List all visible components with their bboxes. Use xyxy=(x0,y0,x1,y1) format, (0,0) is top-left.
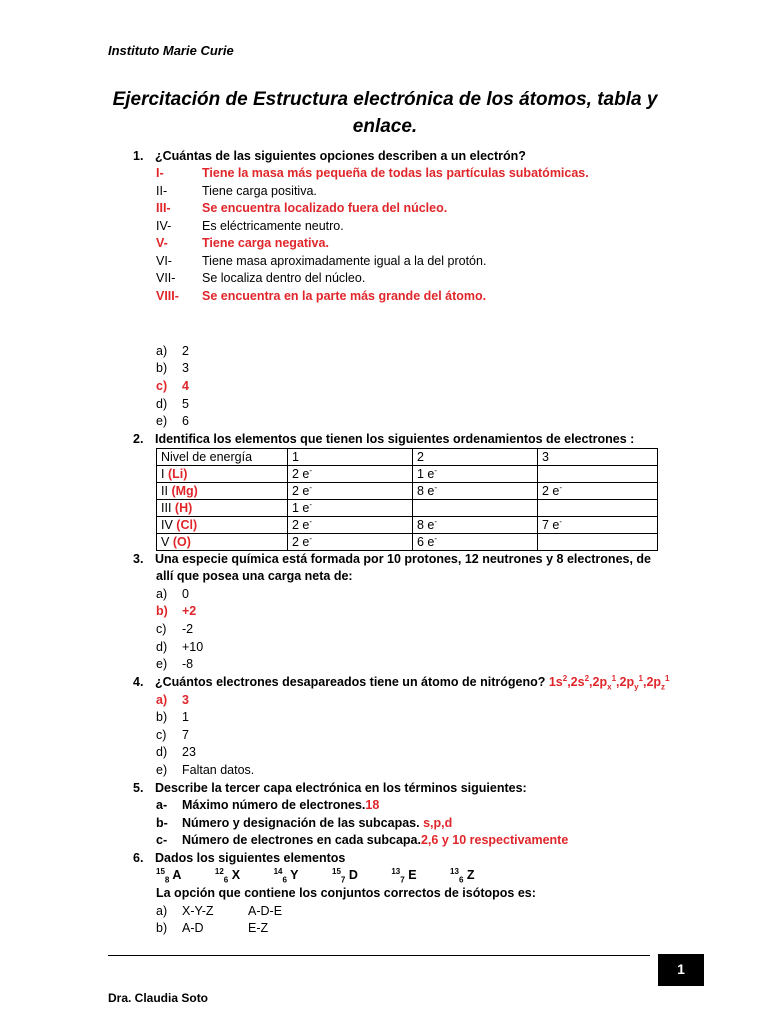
table-row xyxy=(157,466,658,483)
question-text: 5. Describe la tercer capa electrónica en los términos siguientes: xyxy=(133,781,527,795)
table-cell: V (O) xyxy=(157,534,288,551)
option-a: a) 0 xyxy=(156,587,189,601)
option-b: b) A-D E-Z xyxy=(156,921,269,935)
table-header-cell: 1 xyxy=(288,449,413,466)
table-cell: III (H) xyxy=(157,500,288,517)
option-a: a) 2 xyxy=(156,344,189,358)
question-prompt: La opción que contiene los conjuntos correctos de isótopos es: xyxy=(156,886,536,900)
statement-6: VI- Tiene masa aproximadamente igual a la del protón. xyxy=(156,254,487,268)
table-cell xyxy=(538,500,658,517)
isotope: $^{13}_7$ E xyxy=(391,866,417,885)
table-header-cell: Nivel de energía xyxy=(157,449,288,466)
question-text: 3. Una especie química está formada por 10 protones, 12 neutrones y 8 electrones, de xyxy=(133,552,652,566)
option-d: d) 5 xyxy=(156,397,189,411)
table-header-cell: 3 xyxy=(538,449,658,466)
isotope: $^{12}_6$ X xyxy=(214,866,241,885)
table-cell: 2 e- xyxy=(288,534,413,551)
statement-4: IV- Es eléctricamente neutro. xyxy=(156,219,344,233)
table-cell: II (Mg) xyxy=(157,483,288,500)
table-row xyxy=(157,517,658,534)
table-header-row xyxy=(157,449,658,466)
option-a: a) 3 xyxy=(156,693,189,707)
table-cell xyxy=(538,534,658,551)
footer-author: Dra. Claudia Soto xyxy=(108,991,209,1005)
isotope-list xyxy=(156,867,505,885)
option-c: c) 4 xyxy=(156,379,189,393)
option-b: b) +2 xyxy=(156,604,197,618)
energy-level-table xyxy=(156,448,658,551)
option-e: e) Faltan datos. xyxy=(156,763,255,777)
electron-configuration: $1s^2,2s^2,2p_x^1,2p_y^1,2p_z^1$ xyxy=(548,673,670,692)
table-cell xyxy=(538,466,658,483)
isotope: $^{15}_8$ A xyxy=(156,866,182,885)
table-row xyxy=(157,500,658,517)
table-cell: 2 e- xyxy=(288,466,413,483)
item-a: a- Máximo número de electrones.18 xyxy=(156,798,380,812)
item-b: b- Número y designación de las subcapas. s,p,d xyxy=(156,816,453,830)
table-cell: IV (Cl) xyxy=(157,517,288,534)
table-header-cell: 2 xyxy=(413,449,538,466)
option-b: b) 3 xyxy=(156,361,189,375)
statement-2: II- Tiene carga positiva. xyxy=(156,184,317,198)
table-cell: 1 e- xyxy=(288,500,413,517)
table-cell: 8 e- xyxy=(413,517,538,534)
table-cell: 8 e- xyxy=(413,483,538,500)
option-c: c) 7 xyxy=(156,728,189,742)
table-row xyxy=(157,483,658,500)
table-cell: 2 e- xyxy=(538,483,658,500)
isotope: $^{15}_7$ D xyxy=(332,866,358,885)
question-text: 2. Identifica los elementos que tienen los siguientes ordenamientos de electrones : xyxy=(133,432,635,446)
option-d: d) 23 xyxy=(156,745,196,759)
statement-5: V- Tiene carga negativa. xyxy=(156,236,329,250)
statement-7: VII- Se localiza dentro del núcleo. xyxy=(156,271,366,285)
table-cell: 7 e- xyxy=(538,517,658,534)
table-cell: 1 e- xyxy=(413,466,538,483)
institution-header: Instituto Marie Curie xyxy=(108,43,234,58)
table-cell: 6 e- xyxy=(413,534,538,551)
option-e: e) 6 xyxy=(156,414,189,428)
page-number: 1 xyxy=(658,954,704,986)
option-b: b) 1 xyxy=(156,710,189,724)
question-text: 6. Dados los siguientes elementos xyxy=(133,851,346,865)
statement-3: III- Se encuentra localizado fuera del núcleo. xyxy=(156,201,448,215)
item-c: c- Número de electrones en cada subcapa.2,6 y 10 respectivamente xyxy=(156,833,569,847)
option-d: d) +10 xyxy=(156,640,204,654)
table-row xyxy=(157,534,658,551)
question-text-cont: allí que posea una carga neta de: xyxy=(156,569,353,583)
question-text: 4. ¿Cuántos electrones desapareados tiene un átomo de nitrógeno? $1s^2,2s^2,2p_x^1,2p_y^1,2p_z^1$ xyxy=(133,673,670,692)
isotope: $^{13}_6$ Z xyxy=(450,866,475,885)
table-cell: I (Li) xyxy=(157,466,288,483)
isotope: $^{14}_6$ Y xyxy=(273,866,299,885)
table-cell: 2 e- xyxy=(288,483,413,500)
question-text: 1. ¿Cuántas de las siguientes opciones describen a un electrón? xyxy=(133,149,526,163)
table-cell xyxy=(413,500,538,517)
table-cell: 2 e- xyxy=(288,517,413,534)
statement-1: I- Tiene la masa más pequeña de todas las partículas subatómicas. xyxy=(156,166,589,180)
statement-8: VIII- Se encuentra en la parte más grande del átomo. xyxy=(156,289,487,303)
option-e: e) -8 xyxy=(156,657,194,671)
page-title: Ejercitación de Estructura electrónica de los átomos, tabla y enlace. xyxy=(112,89,658,137)
option-a: a) X-Y-Z A-D-E xyxy=(156,904,283,918)
footer-divider xyxy=(108,955,650,956)
option-c: c) -2 xyxy=(156,622,194,636)
